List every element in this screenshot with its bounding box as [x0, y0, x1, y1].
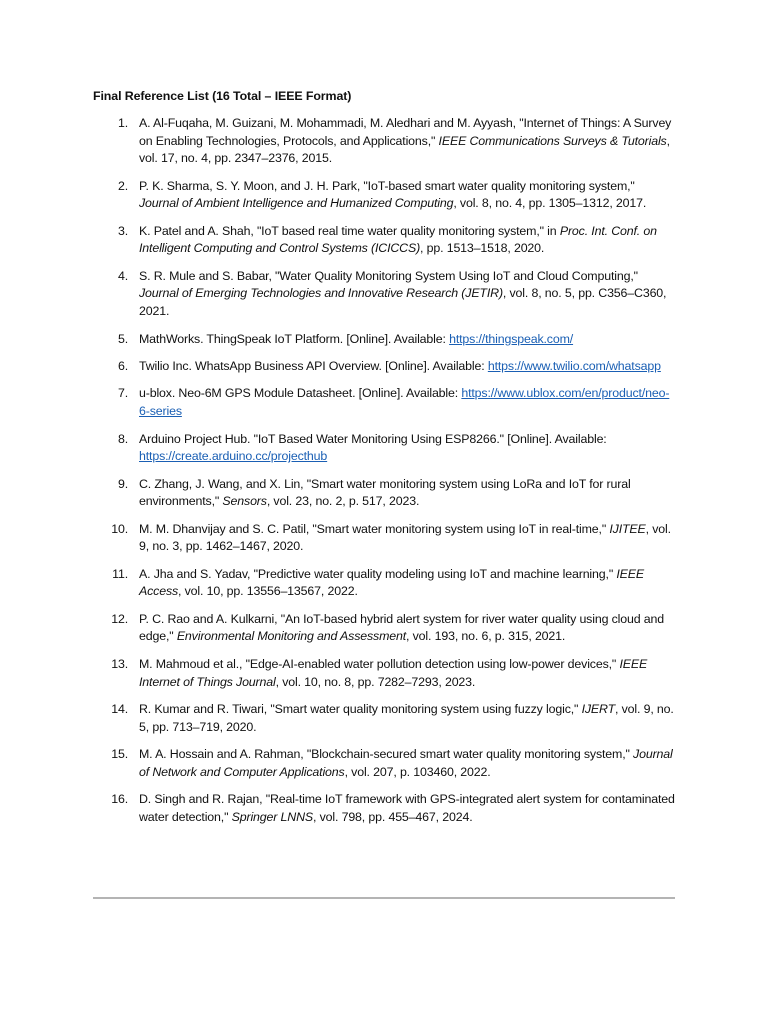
reference-number: 6. — [117, 358, 128, 373]
reference-list — [93, 115, 675, 826]
reference-item — [93, 268, 675, 321]
reference-text: , vol. 23, no. 2, p. 517, 2023. — [266, 494, 420, 509]
reference-text: , vol. 10, pp. 13556–13567, 2022. — [178, 584, 358, 599]
reference-text: MathWorks. ThingSpeak IoT Platform. [Online]. Available: — [139, 331, 450, 346]
reference-text: , vol. 9, no. 3, pp. 1462–1467, 2020. — [139, 521, 671, 554]
document-page — [93, 88, 675, 836]
reference-number: 11. — [112, 566, 128, 581]
reference-link[interactable]: https://thingspeak.com/ — [449, 331, 574, 346]
reference-text: K. Patel and A. Shah, "IoT based real time water quality monitoring system," in — [139, 223, 560, 238]
reference-item — [93, 656, 675, 691]
reference-venue: IEEE Access — [139, 566, 644, 599]
reference-number: 8. — [117, 431, 128, 446]
reference-text: P. C. Rao and A. Kulkarni, "An IoT-based hybrid alert system for river water quality using cloud and edge," — [139, 611, 664, 644]
reference-number: 12. — [111, 611, 128, 626]
reference-text: , vol. 798, pp. 455–467, 2024. — [313, 809, 473, 824]
reference-link[interactable]: https://www.ublox.com/en/product/neo-6-series — [139, 386, 670, 419]
reference-number: 16. — [111, 792, 128, 807]
reference-text: , vol. 193, no. 6, p. 315, 2021. — [406, 629, 566, 644]
reference-text: P. K. Sharma, S. Y. Moon, and J. H. Park, "IoT-based smart water quality monitoring system," — [139, 178, 635, 193]
reference-item — [93, 791, 675, 826]
reference-number: 13. — [111, 656, 128, 671]
reference-item — [93, 178, 675, 213]
reference-item — [93, 611, 675, 646]
reference-text: , vol. 8, no. 5, pp. C356–C360, 2021. — [139, 286, 667, 319]
reference-item — [93, 701, 675, 736]
reference-item — [93, 358, 675, 376]
reference-text: C. Zhang, J. Wang, and X. Lin, "Smart water monitoring system using LoRa and IoT for rural environments," — [139, 476, 631, 509]
reference-number: 4. — [117, 268, 128, 283]
reference-text: Arduino Project Hub. "IoT Based Water Monitoring Using ESP8266." [Online]. Available: — [139, 431, 607, 446]
reference-item — [93, 385, 675, 420]
reference-venue: IEEE Communications Surveys & Tutorials — [438, 133, 667, 148]
reference-venue: IJERT — [581, 702, 616, 717]
reference-item — [93, 521, 675, 556]
reference-text: , pp. 1513–1518, 2020. — [420, 241, 545, 256]
reference-venue: Sensors — [222, 494, 267, 509]
reference-venue: Journal of Emerging Technologies and Innovative Research (JETIR) — [139, 286, 503, 301]
reference-number: 7. — [117, 386, 128, 401]
reference-item — [93, 331, 675, 349]
reference-text: u-blox. Neo-6M GPS Module Datasheet. [Online]. Available: — [139, 386, 462, 401]
reference-text: , vol. 9, no. 5, pp. 713–719, 2020. — [139, 702, 674, 734]
reference-number: 10. — [111, 521, 128, 536]
reference-venue: Journal of Ambient Intelligence and Humanized Computing — [139, 196, 454, 211]
reference-text: , vol. 17, no. 4, pp. 2347–2376, 2015. — [139, 133, 670, 166]
reference-text: Twilio Inc. WhatsApp Business API Overview. [Online]. Available: — [139, 358, 488, 373]
reference-link[interactable]: https://www.twilio.com/whatsapp — [487, 358, 661, 373]
reference-number: 14. — [111, 702, 128, 717]
reference-text: S. R. Mule and S. Babar, "Water Quality Monitoring System Using IoT and Cloud Computing," — [139, 268, 638, 283]
reference-venue: Journal of Network and Computer Applications — [139, 747, 673, 779]
reference-number: 1. — [117, 116, 128, 130]
reference-text: A. Al-Fuqaha, M. Guizani, M. Mohammadi, M. Aledhari and M. Ayyash, "Internet of Things: A Survey on Enabling Technologies, Protocols, and Applications," — [139, 116, 672, 148]
reference-text: , vol. 207, p. 103460, 2022. — [344, 764, 491, 779]
reference-text: M. A. Hossain and A. Rahman, "Blockchain-secured smart water quality monitoring system," — [139, 747, 634, 762]
reference-venue: Environmental Monitoring and Assessment — [176, 629, 407, 644]
horizontal-rule — [93, 897, 675, 899]
reference-number: 2. — [117, 178, 128, 193]
reference-number: 5. — [117, 331, 128, 346]
reference-text: D. Singh and R. Rajan, "Real-time IoT framework with GPS-integrated alert system for contaminated water detection," — [139, 792, 675, 824]
reference-item — [93, 566, 675, 601]
reference-text: , vol. 10, no. 8, pp. 7282–7293, 2023. — [275, 674, 476, 689]
reference-link[interactable]: https://create.arduino.cc/projecthub — [139, 449, 328, 464]
reference-item — [93, 115, 675, 168]
reference-text: A. Jha and S. Yadav, "Predictive water quality modeling using IoT and machine learning," — [139, 566, 617, 581]
reference-text: M. M. Dhanvijay and S. C. Patil, "Smart water monitoring system using IoT in real-time," — [139, 521, 610, 536]
reference-item — [93, 431, 675, 466]
reference-venue: IEEE Internet of Things Journal — [139, 656, 648, 689]
reference-venue: Proc. Int. Conf. on Intelligent Computing and Control Systems (ICICCS) — [139, 223, 657, 256]
reference-text: R. Kumar and R. Tiwari, "Smart water quality monitoring system using fuzzy logic," — [139, 702, 582, 717]
reference-venue: IJITEE — [609, 521, 646, 536]
reference-item — [93, 223, 675, 258]
reference-number: 9. — [117, 476, 128, 491]
reference-venue: Springer LNNS — [231, 809, 314, 824]
reference-item — [93, 476, 675, 511]
reference-item — [93, 746, 675, 781]
reference-text: , vol. 8, no. 4, pp. 1305–1312, 2017. — [453, 196, 647, 211]
reference-text: M. Mahmoud et al., "Edge-AI-enabled water pollution detection using low-power devices," — [139, 656, 620, 671]
reference-list-heading: Final Reference List (16 Total – IEEE Format) — [93, 89, 352, 103]
reference-number: 15. — [111, 747, 128, 762]
reference-number: 3. — [117, 223, 128, 238]
